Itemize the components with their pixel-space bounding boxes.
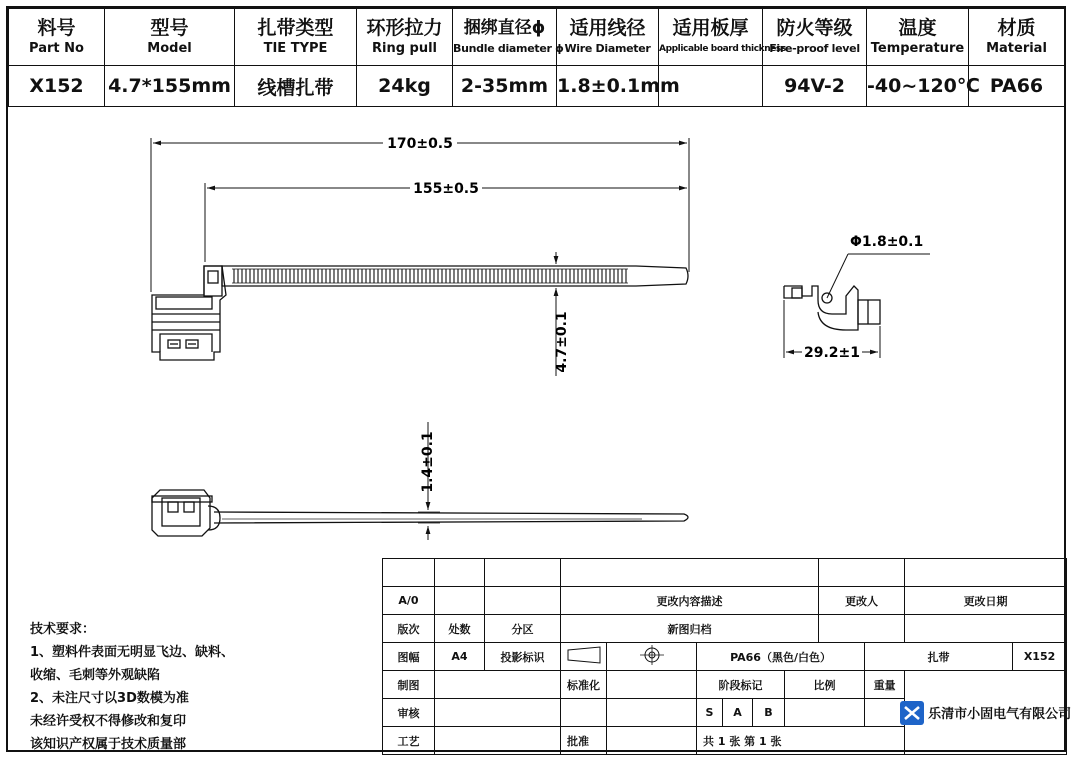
header-part-no: 料号 Part No bbox=[9, 9, 105, 66]
zone-cell: 分区 bbox=[485, 615, 561, 643]
version-cell: 版次 bbox=[383, 615, 435, 643]
header-board-thickness: 适用板厚 Applicable board thickness bbox=[659, 9, 763, 66]
company-logo-icon bbox=[900, 701, 924, 725]
weight-cell: 重量 bbox=[865, 671, 905, 699]
review-cell: 审核 bbox=[383, 699, 435, 727]
value-temperature: -40~120℃ bbox=[867, 66, 969, 107]
drawn-cell: 制图 bbox=[383, 671, 435, 699]
value-material: PA66 bbox=[969, 66, 1065, 107]
strap-length-dimension bbox=[205, 181, 687, 262]
title-block-row-drawn bbox=[383, 671, 1067, 699]
header-ring-pull: 环形拉力 Ring pull bbox=[357, 9, 453, 66]
stage-mark-cell: 阶段标记 bbox=[697, 671, 785, 699]
company-block bbox=[905, 701, 1072, 725]
head-width-dimension bbox=[784, 300, 880, 361]
title-block bbox=[382, 558, 1072, 755]
header-fire-level: 防火等级 Fire-proof level bbox=[763, 9, 867, 66]
material-cell: PA66（黑色/白色） bbox=[697, 643, 865, 671]
company-cell bbox=[905, 671, 1072, 755]
new-drawing-cell: 新图归档 bbox=[561, 615, 819, 643]
overall-length-label: 170±0.5 bbox=[387, 136, 453, 152]
requirements-title: 技术要求： bbox=[30, 622, 96, 637]
change-desc-cell: 更改内容描述 bbox=[561, 587, 819, 615]
sheet-size-cell: A4 bbox=[435, 643, 485, 671]
technical-requirements bbox=[30, 618, 370, 756]
header-material: 材质 Material bbox=[969, 9, 1065, 66]
projection-symbol-2 bbox=[607, 643, 697, 671]
pin-diameter-label: Φ1.8±0.1 bbox=[850, 234, 924, 250]
strap-width-label: 4.7±0.1 bbox=[554, 311, 570, 373]
requirement-line: 该知识产权属于技术质量部 bbox=[30, 737, 187, 752]
value-tie-type: 线槽扎带 bbox=[235, 66, 357, 107]
standardization-cell: 标准化 bbox=[561, 671, 607, 699]
rev-cell: A/0 bbox=[383, 587, 435, 615]
part-no-cell: X152 bbox=[1013, 643, 1067, 671]
scale-cell: 比例 bbox=[785, 671, 865, 699]
part-name-cell: 扎带 bbox=[865, 643, 1013, 671]
stage-s-cell: S bbox=[697, 699, 723, 727]
requirement-line: 未经许受权不得修改和复印 bbox=[30, 714, 187, 729]
approve-cell: 批准 bbox=[561, 727, 607, 755]
title-block-row-blank bbox=[383, 559, 1067, 587]
projection-circle-icon bbox=[632, 644, 672, 666]
requirement-line: 收缩、毛刺等外观缺陷 bbox=[30, 668, 161, 683]
header-wire-diameter: 适用线径 Wire Diameter bbox=[557, 9, 659, 66]
stage-a-cell: A bbox=[723, 699, 753, 727]
projection-symbol bbox=[561, 643, 607, 671]
requirement-line: 2、未注尺寸以3D数模为准 bbox=[30, 691, 189, 706]
title-block-row-sheet bbox=[383, 643, 1067, 671]
value-ring-pull: 24kg bbox=[357, 66, 453, 107]
header-model: 型号 Model bbox=[105, 9, 235, 66]
header-temperature: 温度 Temperature bbox=[867, 9, 969, 66]
requirement-line: 1、塑料件表面无明显飞边、缺料、 bbox=[30, 645, 235, 660]
head-width-label: 29.2±1 bbox=[803, 345, 861, 361]
side-view bbox=[784, 254, 930, 330]
change-date-cell: 更改日期 bbox=[905, 587, 1067, 615]
title-block-row-version bbox=[383, 615, 1067, 643]
stage-b-cell: B bbox=[753, 699, 785, 727]
location-cell: 处数 bbox=[435, 615, 485, 643]
process-cell: 工艺 bbox=[383, 727, 435, 755]
header-bundle-diameter: 捆绑直径ϕ Bundle diameter ϕ bbox=[453, 9, 557, 66]
company-name: 乐清市小固电气有限公司 bbox=[928, 707, 1072, 722]
projection-cell: 投影标识 bbox=[485, 643, 561, 671]
header-tie-type: 扎带类型 TIE TYPE bbox=[235, 9, 357, 66]
projection-cone-icon bbox=[564, 645, 604, 665]
value-bundle-diameter: 2-35mm bbox=[453, 66, 557, 107]
cable-tie-front-view bbox=[152, 266, 688, 360]
changed-by-cell: 更改人 bbox=[819, 587, 905, 615]
sheets-cell: 共 1 张 第 1 张 bbox=[697, 727, 905, 755]
value-fire-level: 94V-2 bbox=[763, 66, 867, 107]
value-part-no: X152 bbox=[9, 66, 105, 107]
sheet-size-label-cell: 图幅 bbox=[383, 643, 435, 671]
value-wire-diameter: 1.8±0.1mm bbox=[557, 66, 659, 107]
title-block-row-rev bbox=[383, 587, 1067, 615]
thickness-label: 1.4±0.1 bbox=[420, 431, 436, 493]
value-model: 4.7*155mm bbox=[105, 66, 235, 107]
strap-length-label: 155±0.5 bbox=[413, 181, 479, 197]
cable-tie-bottom-view bbox=[152, 490, 688, 536]
